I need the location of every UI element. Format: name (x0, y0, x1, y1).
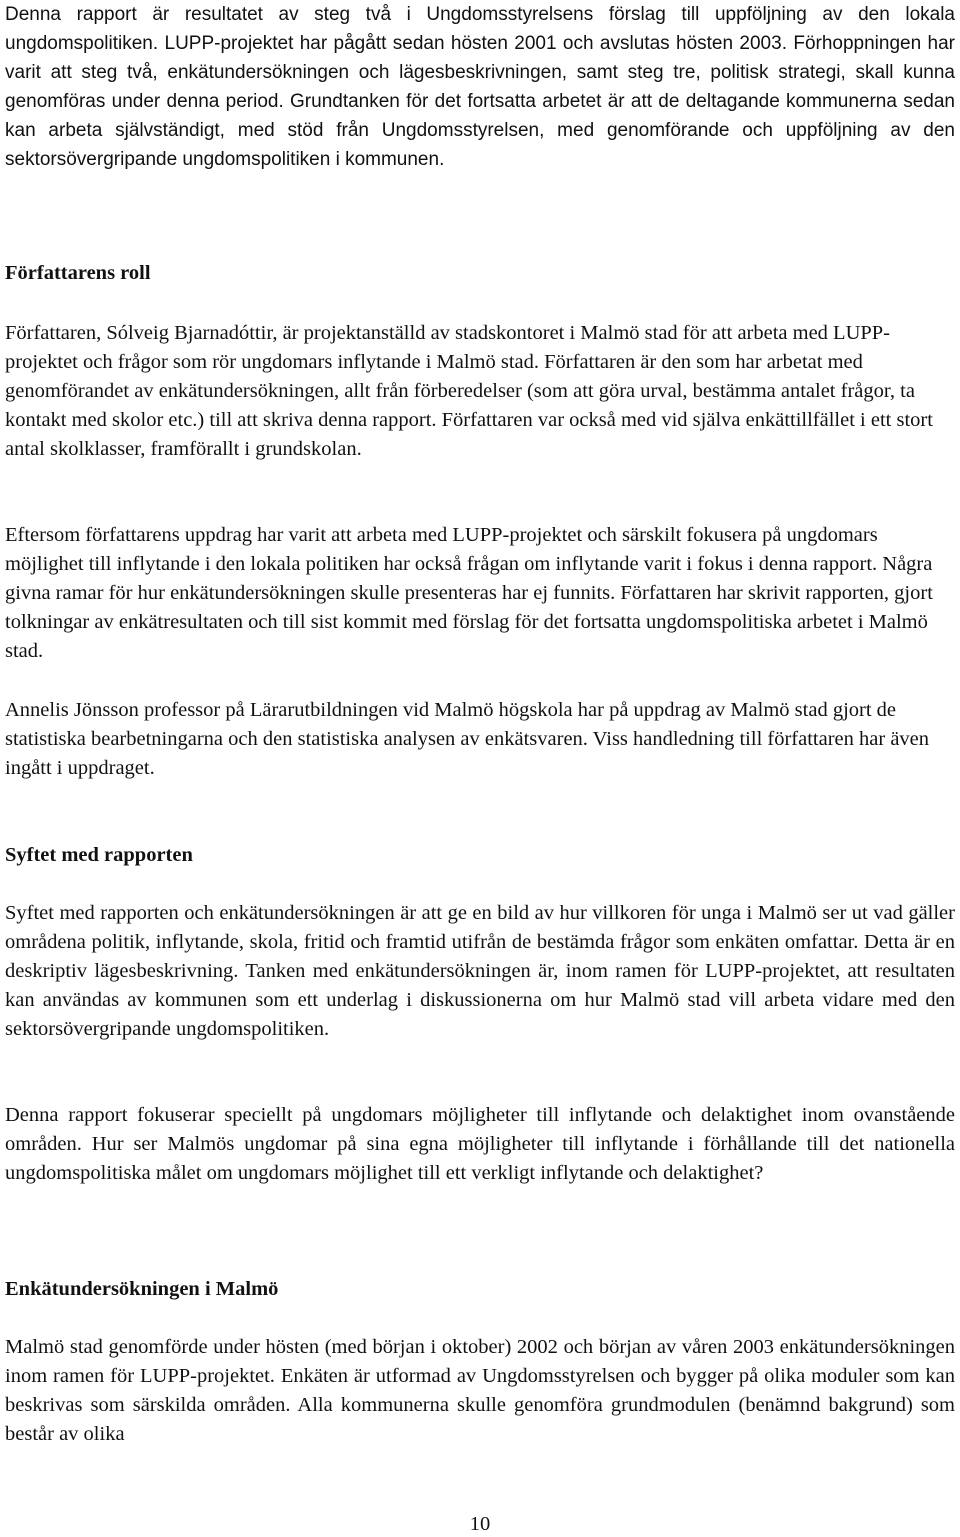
author-role-paragraph-3: Annelis Jönsson professor på Lärarutbildningen vid Malmö högskola har på uppdrag av Malmö stad gjort de statistiska bearbetningarna och den statistiska analysen av enkätsvaren. Viss handledning till författaren har även ingått i uppdraget. (5, 699, 930, 779)
author-role-paragraph-1: Författaren, Sólveig Bjarnadóttir, är projektanställd av stadskontoret i Malmö stad för att arbeta med LUPP-projektet och frågor som rör ungdomars inflytande i Malmö stad. Författaren är den som har arbetat med genomförandet av enkätundersökningen, allt från förberedelser (som att göra urval, bestämma antalet frågor, ta kontakt med skolor etc.) till att skriva denna rapport. Författaren var också med vid själva enkättillfället i ett stort antal skolklasser, framförallt i grundskolan. (5, 322, 933, 460)
section-heading-report-purpose: Syftet med rapporten (5, 844, 193, 866)
report-purpose-paragraph-2: Denna rapport fokuserar speciellt på ungdomars möjligheter till inflytande och delaktighet inom ovanstående områden. Hur ser Malmös ungdomar på sina egna möjligheter till inflytande i förhållande till det nationella ungdomspolitiska målet om ungdomars möjlighet till ett verkligt inflytande och delaktighet? (5, 1104, 955, 1184)
intro-paragraph: Denna rapport är resultatet av steg två i Ungdomsstyrelsens förslag till uppföljning av den lokala ungdomspolitiken. LUPP-projektet har pågått sedan hösten 2001 och avslutas hösten 2003. Förhoppningen har varit att steg två, enkätundersökningen och lägesbeskrivningen, samt steg tre, politisk strategi, skall kunna genomföras under denna period. Grundtanken för det fortsatta arbetet är att de deltagande kommunerna sedan kan arbeta självständigt, med stöd från Ungdomsstyrelsen, med genomförande och uppföljning av den sektorsövergripande ungdomspolitiken i kommunen. (5, 4, 955, 170)
section-heading-author-role: Författarens roll (5, 262, 151, 284)
author-role-paragraph-2: Eftersom författarens uppdrag har varit att arbeta med LUPP-projektet och särskilt fokusera på ungdomars möjlighet till inflytande i den lokala politiken har också frågan om inflytande varit i fokus i denna rapport. Några givna ramar för hur enkätundersökningen skulle presenteras har ej funnits. Författaren har skrivit rapporten, gjort tolkningar av enkätresultaten och till sist kommit med förslag för det fortsatta ungdomspolitiska arbetet i Malmö stad. (5, 524, 933, 662)
page-number: 10 (469, 1513, 491, 1535)
section-heading-survey-malmo: Enkätundersökningen i Malmö (5, 1278, 279, 1300)
report-purpose-paragraph-1: Syftet med rapporten och enkätundersökningen är att ge en bild av hur villkoren för unga i Malmö ser ut vad gäller områdena politik, inflytande, skola, fritid och framtid utifrån de bestämda frågor som enkäten omfattar. Detta är en deskriptiv lägesbeskrivning. Tanken med enkätundersökningen är, inom ramen för LUPP-projektet, att resultaten kan användas av kommunen som ett underlag i diskussionerna om hur Malmö stad vill arbeta vidare med den sektorsövergripande ungdomspolitiken. (5, 902, 955, 1040)
survey-malmo-paragraph-1: Malmö stad genomförde under hösten (med början i oktober) 2002 och början av våren 2003 enkätundersökningen inom ramen för LUPP-projektet. Enkäten är utformad av Ungdomsstyrelsen och bygger på olika moduler som kan beskrivas som särskilda områden. Alla kommunerna skulle genomföra grundmodulen (benämnd bakgrund) som består av olika (5, 1336, 955, 1445)
